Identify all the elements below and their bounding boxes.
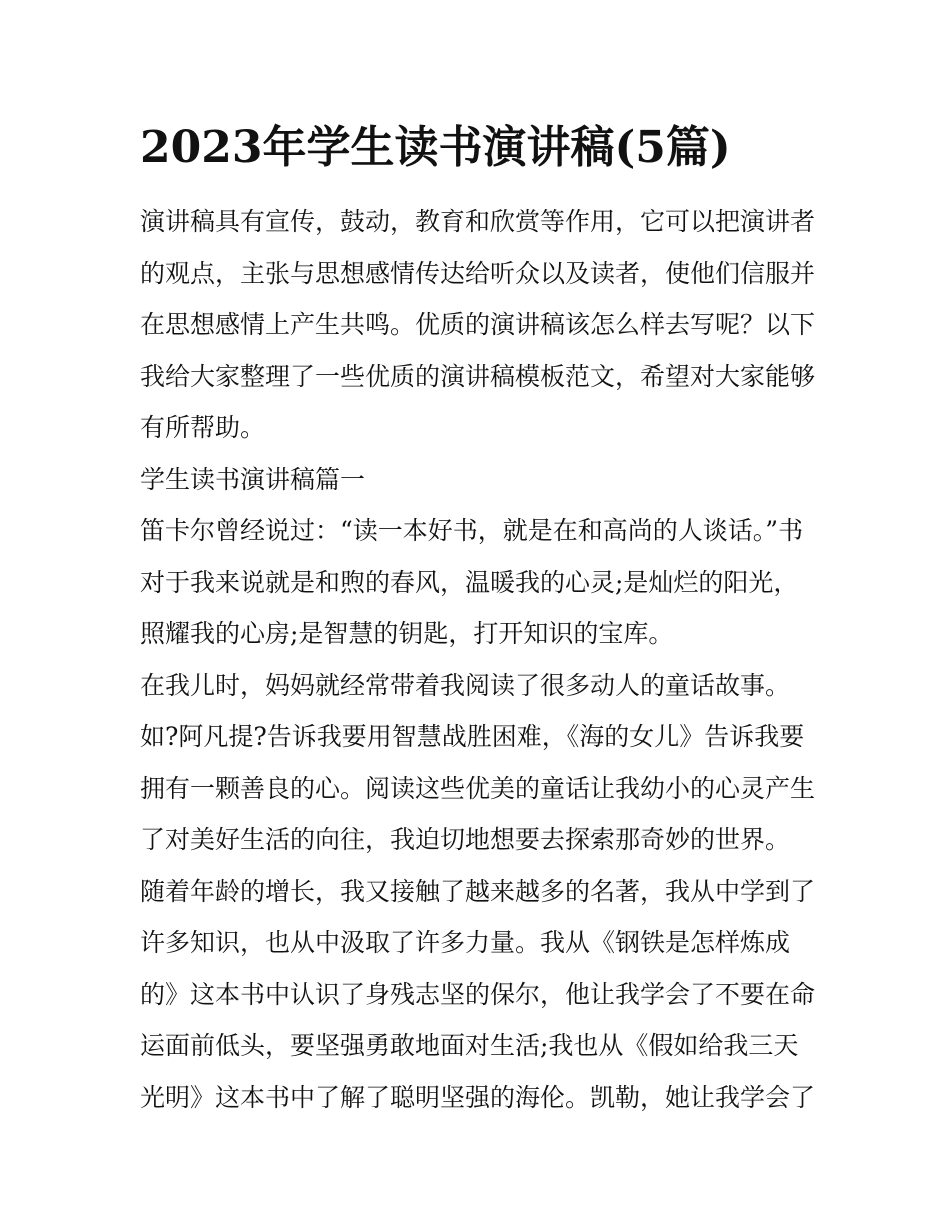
text-line: 如?阿凡提?告诉我要用智慧战胜困难，《海的女儿》告诉我要	[140, 722, 805, 751]
text-line: 照耀我的心房;是智慧的钥匙，打开知识的宝库。	[140, 619, 674, 648]
text-line: 拥有一颗善良的心。阅读这些优美的童话让我幼小的心灵产生	[140, 773, 816, 803]
text-line: 的》这本书中认识了身残志坚的保尔，他让我学会了不要在命	[140, 979, 816, 1009]
text-line: 的观点，主张与思想感情传达给听众以及读者，使他们信服并	[140, 258, 816, 288]
document-body	[140, 196, 820, 1123]
text-line: 随着年龄的增长，我又接触了越来越多的名著，我从中学到了	[140, 876, 816, 906]
document-title: 2023年学生读书演讲稿(5篇)	[140, 122, 731, 173]
text-line: 有所帮助。	[140, 413, 266, 442]
section-heading: 学生读书演讲稿篇一	[140, 464, 366, 494]
text-line: 笛卡尔曾经说过：“读一本好书，就是在和高尚的人谈话。”书	[140, 516, 804, 545]
text-line: 我给大家整理了一些优质的演讲稿模板范文，希望对大家能够	[140, 361, 816, 391]
text-line: 许多知识，也从中汲取了许多力量。我从《钢铁是怎样炼成	[140, 928, 791, 957]
text-line: 运面前低头，要坚强勇敢地面对生活;我也从《假如给我三天	[140, 1031, 799, 1060]
text-line: 光明》这本书中了解了聪明坚强的海伦。凯勒，她让我学会了	[140, 1082, 816, 1112]
text-line: 在思想感情上产生共鸣。优质的演讲稿该怎么样去写呢？以下	[140, 310, 816, 339]
text-line: 在我儿时，妈妈就经常带着我阅读了很多动人的童话故事。	[140, 670, 791, 700]
text-line: 演讲稿具有宣传，鼓动，教育和欣赏等作用，它可以把演讲者	[140, 207, 816, 236]
text-line: 了对美好生活的向往，我迫切地想要去探索那奇妙的世界。	[140, 825, 791, 854]
text-line: 对于我来说就是和煦的春风，温暖我的心灵;是灿烂的阳光，	[140, 567, 799, 597]
